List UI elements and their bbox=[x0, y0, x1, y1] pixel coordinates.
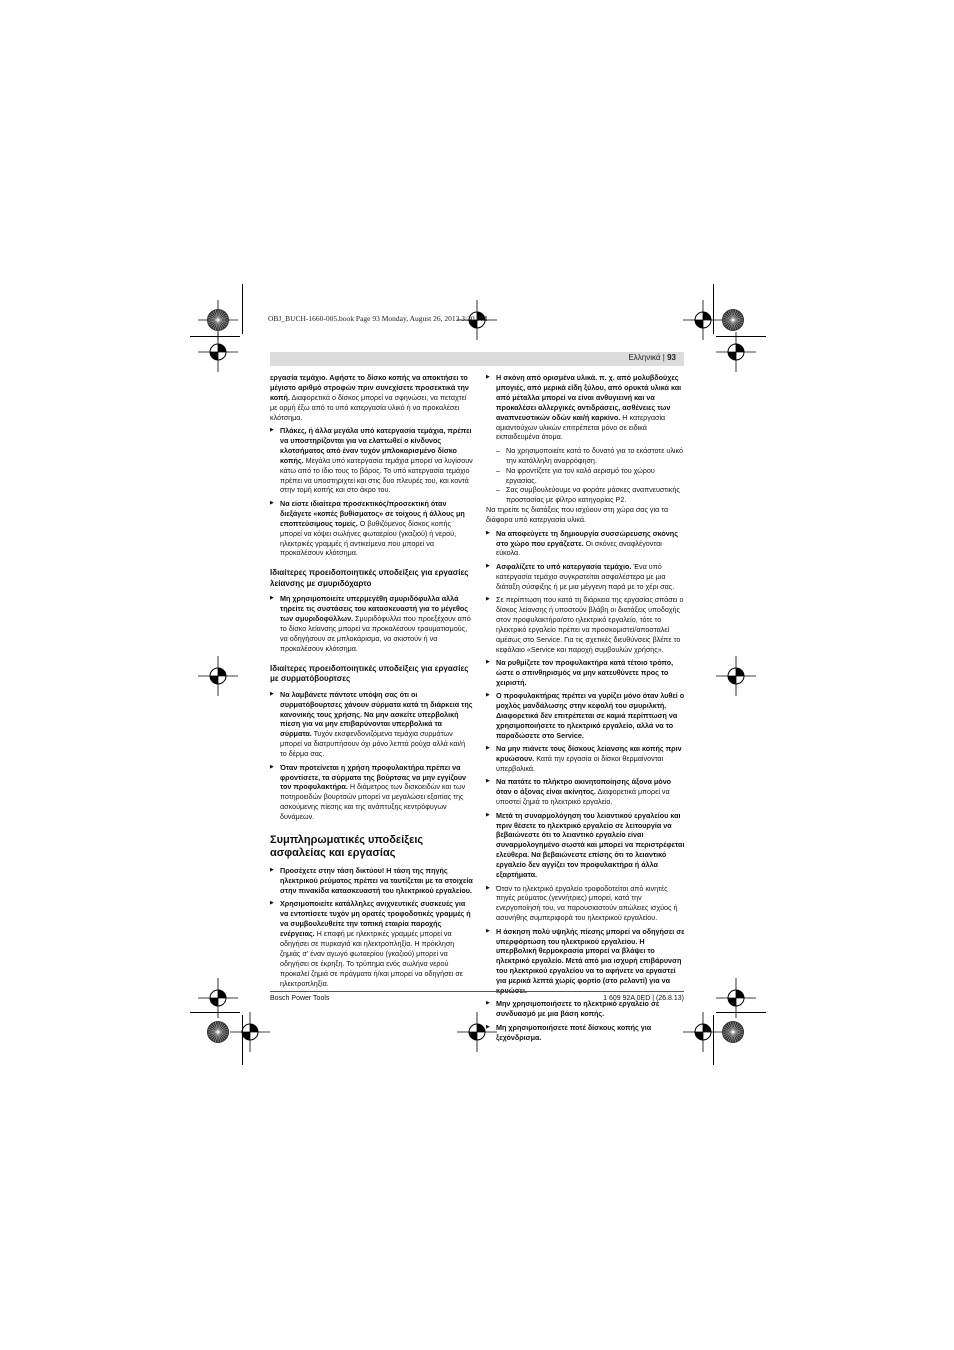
instruction-bold: Να αποφεύγετε τη δημιουργία συσσώρευσης σκόνης στο χώρο που εργάζεστε. bbox=[496, 528, 678, 548]
safety-instruction bbox=[486, 777, 686, 807]
safety-instruction bbox=[270, 866, 473, 896]
crosshair-mark bbox=[198, 656, 238, 696]
safety-instruction bbox=[486, 1023, 686, 1043]
instruction-text: Όταν το ηλεκτρικό εργαλείο τροφοδοτείται από κινητές πηγές ρεύματος (γεννήτριες) μπορεί, κατά την ενεργοποίησή του, να παρουσιαστούν απώλειες ισχύος ή ασυνήθης συμπεριφορά του ηλεκτρικού εργαλείου. bbox=[496, 883, 678, 923]
instruction-bold: Ο προφυλακτήρας πρέπει να γυρίζει μόνο όταν λυθεί ο μοχλός μανδάλωσης στην κεφαλή του σμυριλκτή. Διαφορετικά δεν επιτρέπεται σε καμιά περίπτωση να χρησιμοποιήσετε το ηλεκτρικό εργαλείο, αλλά να το παραδώσετε στο Service. bbox=[496, 691, 685, 740]
instruction-bold: Μην χρησιμοποιήσετε το ηλεκτρικό εργαλείο σε συνδυασμό με μια βάση κοπής. bbox=[496, 999, 660, 1019]
instruction-bold: Όταν προτείνεται η χρήση προφυλακτήρα πρέπει να φροντίσετε, τα σύρματα της βούρτσας να μην εγγίζουν τον προφυλακτήρα. bbox=[280, 762, 467, 792]
safety-instruction bbox=[270, 373, 473, 423]
section-subheading: Ιδιαίτερες προειδοποιητικές υποδείξεις για εργασίες λείανσης με σμυριδόχαρτο bbox=[270, 568, 469, 588]
instruction-bold: Μη χρησιμοποιείτε υπερμεγέθη σμυριδόφυλλα αλλά τηρείτε τις συστάσεις του κατασκευαστή για το μέγεθος των σμυριδοφύλλων. bbox=[280, 594, 469, 624]
right-column bbox=[486, 373, 686, 1046]
footer-rule bbox=[270, 991, 684, 992]
instruction-text: Η κατεργασία αμιαντούχων υλικών επιτρέπεται μόνο σε ειδικά εκπαιδευμένα άτομα. bbox=[496, 412, 666, 442]
safety-instruction bbox=[486, 811, 686, 880]
dash-item: – Σας συμβουλεύουμε να φοράτε μάσκες αναπνευστικής προστασίας με φίλτρο κατηγορίας P2. bbox=[486, 485, 686, 505]
safety-instruction bbox=[486, 884, 686, 924]
instruction-bold: Μετά τη συναρμολόγηση του λειαντικού εργαλείου και πριν θέσετε το ηλεκτρικό εργαλείο σε λειτουργία να βεβαιώνεστε ότι το λειαντικό εργαλείο είναι συναρμολογημένο σωστά και μπορεί να περιστρέφεται ελεύθερα. Να βεβαιώνεστε επίσης ότι το λειαντικό εργαλείο δεν αγγίζει τον προφυλακτήρα ή άλλα εξαρτήματα. bbox=[496, 810, 685, 880]
section-heading: Συμπληρωματικές υποδείξεις ασφαλείας και εργασίας bbox=[270, 834, 424, 860]
crosshair-mark bbox=[198, 332, 238, 372]
instruction-text: Σε περίπτωση που κατά τη διάρκεια της εργασίας σπάσει ο δίσκος λείανσης ή υποστούν βλάβη οι διατάξεις υποδοχής στον προφυλακτήρα/στο ηλεκτρικό εργαλείο, τότε το ηλεκτρικό εργαλείο πρέπει να προσκομιστεί/αποσταλεί αμέσως στο Service. Για τις σχετικές διευθύνσεις βλέπε το κεφάλαιο «Service και παροχή συμβουλών χρήσης». bbox=[496, 595, 684, 654]
safety-instruction bbox=[270, 426, 473, 495]
instruction-bold: Ασφαλίζετε το υπό κατεργασία τεμάχιο. bbox=[496, 561, 632, 571]
instruction-text: Η επαφή με ηλεκτρικές γραμμές μπορεί να οδηγήσει σε πυρκαγιά και ηλεκτροπληξία. Η πρόκληση ζημιάς σ' έναν αγωγό φωταερίου (γκαζιού) μπορεί να οδηγήσει σε έκρηξη. Το τρύπημα ενός σωλήνα νερού προκαλεί ζημιά σε πράγματα ή/και μπορεί να οδηγήσει σε ηλεκτροπληξία. bbox=[280, 928, 463, 988]
safety-instruction bbox=[486, 373, 686, 442]
print-slug: OBJ_BUCH-1660-005.book Page 93 Monday, August 26, 2013 3:30 PM bbox=[268, 314, 488, 323]
header-text: Ελληνικά | 93 bbox=[628, 353, 676, 362]
footer-code: 1 609 92A 0ED | (26.8.13) bbox=[603, 995, 684, 1002]
crosshair-mark bbox=[716, 332, 756, 372]
instruction-text: Σμυριδόφυλλα που προεξέχουν από το δίσκο λείανσης μπορεί να προκαλέσουν τραυματισμούς, να οδηγήσουν σε μπλοκάρισμα, να σκιστούν ή να προκαλέσουν κλότσημα. bbox=[280, 614, 471, 653]
instruction-bold: Μη χρησιμοποιήσετε ποτέ δίσκους κοπής για ξεχόνδρισμα. bbox=[496, 1022, 652, 1042]
instruction-text: Οι σκόνες αναφλέγονται εύκολα. bbox=[496, 538, 662, 558]
page-number: 93 bbox=[667, 353, 676, 362]
dash-item: – Να φροντίζετε για τον καλό αερισμό του χώρου εργασίας. bbox=[486, 466, 686, 486]
instruction-bold: Να μην πιάνετε τους δίσκους λείανσης και κοπής πριν κρυώσουν. bbox=[496, 744, 682, 764]
instruction-text: Ένα υπό κατεργασία τεμάχιο συγκρατείται ασφαλέστερα με μια διάταξη σύσφιξης ή με μια μέγγενη παρά με το χέρι σας. bbox=[496, 561, 675, 591]
instruction-text: Διαφορετικά ο δίσκος μπορεί να σφηνώσει, να πεταχτεί με ορμή έξω από το υπό κατεργασία υλικό ή να προκαλέσει κλότσημα. bbox=[270, 392, 467, 422]
crosshair-mark bbox=[716, 656, 756, 696]
crosshair-mark bbox=[230, 1012, 270, 1052]
registration-disc bbox=[721, 1020, 745, 1044]
safety-instruction bbox=[486, 529, 686, 559]
paragraph: Να τηρείτε τις διατάξεις που ισχύουν στη χώρα σας για τα διάφορα υπό κατεργασία υλικά. bbox=[486, 505, 669, 525]
safety-instruction bbox=[270, 594, 473, 653]
instruction-bold: Να πατάτε το πλήκτρο ακινητοποίησης άξονα μόνο όταν ο άξονας είναι ακίνητος. bbox=[496, 777, 672, 797]
crop-line bbox=[242, 284, 243, 334]
safety-instruction bbox=[486, 927, 686, 996]
crosshair-mark bbox=[683, 1012, 723, 1052]
safety-instruction bbox=[270, 690, 473, 759]
registration-disc bbox=[206, 1020, 230, 1044]
safety-instruction bbox=[486, 999, 686, 1019]
instruction-bold: Η άσκηση πολύ υψηλής πίεσης μπορεί να οδηγήσει σε υπερφόρτωση του ηλεκτρικού εργαλείου. Η υπερβολική θερμοκρασία μπορεί να βλάψει το ηλεκτρικό εργαλείο. Μετά από μια ισχυρή επιβάρυνση του ηλεκτρικού εργαλείου να το αφήνετε να εργαστεί για μερικά λεπτά χωρίς φορτίο (στο ρελαντί) για να bbox=[496, 926, 685, 986]
instruction-bold: Να είστε ιδιαίτερα προσεκτικός/προσεκτική όταν διεξάγετε «κοπές βυθίσματος» σε τοίχους ή άλλους μη εποπτεύσιμους τομείς. bbox=[280, 498, 465, 528]
instruction-bold: Χρησιμοποιείτε κατάλληλες ανιχνευτικές συσκευές για να εντοπίσετε τυχόν μη ορατές τροφοδοτικές γραμμές ή να συμβουλευθείτε την τοπική εταιρία παροχής ενέργειας. bbox=[280, 899, 471, 938]
registration-disc bbox=[721, 308, 745, 332]
safety-instruction bbox=[486, 562, 686, 592]
instruction-bold: Η σκόνη από ορισμένα υλικά. π. χ. από μολυβδούχες μπογιές, από μερικά είδη ξύλου, από ορυκτά υλικά και από μέταλλα μπορεί να είναι ανθυγιεινή και να προκαλέσει αλλεργικές αντιδράσεις, ασθένειες των αναπνευστικών οδών και/ή καρκίνο. bbox=[496, 373, 682, 422]
instruction-bold: Πλάκες, ή άλλα μεγάλα υπό κατεργασία τεμάχια, πρέπει να υποστηρίζονται για να ελαττωθεί ο κίνδυνος κλοτσήματος από έναν τυχόν μπλοκαρισμένο δίσκο κοπής. bbox=[280, 426, 472, 465]
dash-item: – Να χρησιμοποιείτε κατά το δυνατό για το εκάστοτε υλικό την κατάλληλη αναρρόφηση. bbox=[486, 446, 686, 466]
section-subheading: Ιδιαίτερες προειδοποιητικές υποδείξεις για εργασίες με συρματόβουρτσες bbox=[270, 663, 469, 684]
instruction-text: Κατά την εργασία οι δίσκοι θερμαίνονται υπερβολικά. bbox=[496, 754, 664, 774]
safety-instruction bbox=[486, 744, 686, 774]
safety-instruction bbox=[486, 595, 686, 654]
safety-instruction bbox=[486, 691, 686, 741]
instruction-bold: Να λαμβάνετε πάντοτε υπόψη σας ότι οι συρματόβουρτσες χάνουν σύρματα κατά τη διάρκεια της κανονικής τους χρήσης. Να μην ασκείτε υπερβολική πίεση για να μην επιβαρύνονται υπερβολικά τα σύρματα. bbox=[280, 689, 473, 739]
instruction-text: Η διάμετρος των δισκοειδών και των ποτηροειδών βουρτσών μπορεί να μεγαλώσει εξαιτίας της ασκούμενης πίεσης και της ανάπτυξης κεντρόφυγων δυνάμεων. bbox=[280, 782, 466, 822]
header-language: Ελληνικά bbox=[628, 353, 661, 362]
instruction-text: Διαφορετικά μπορεί να υποστεί ζημιά το ηλεκτρικό εργαλείο. bbox=[496, 787, 670, 807]
safety-instruction bbox=[270, 499, 473, 558]
safety-instruction bbox=[270, 899, 473, 988]
instruction-bold: Προσέχετε στην τάση δικτύου! Η τάση της πηγής ηλεκτρικού ρεύματος πρέπει να ταυτίζεται με τα στοιχεία στην πινακίδα κατασκευαστή του ηλεκτρικού εργαλείου. bbox=[280, 866, 473, 895]
instruction-text: Ο βυθιζόμενος δίσκος κοπής μπορεί να κόψει σωλήνες φωταερίου (γκαζιού) ή νερού, ηλεκτρικές γραμμές ή αντικείμενα που μπορεί να προκαλέσουν κλότσημα. bbox=[280, 518, 457, 558]
instruction-bold: Να ρυθμίζετε τον προφυλακτήρα κατά τέτοιο τρόπο, ώστε ο σπινθηρισμός να μην κατευθύνετε προς το χειριστή. bbox=[496, 657, 674, 687]
registration-disc bbox=[206, 308, 230, 332]
instruction-text: Τυχόν εκσφενδονιζόμενα τεμάχια συρμάτων μπορεί να διατρυπήσουν όχι μόνο λεπτά ρούχα αλλά και/ή το δέρμα σας. bbox=[280, 729, 466, 759]
page-header bbox=[270, 352, 684, 366]
left-column bbox=[270, 373, 473, 992]
instruction-bold: εργασία τεμάχιο. Αφήστε το δίσκο κοπής να αποκτήσει το μέγιστο αριθμό στροφών πριν συνεχίσετε προσεκτικά την κοπή. bbox=[270, 373, 469, 402]
footer-brand: Bosch Power Tools bbox=[270, 995, 330, 1002]
instruction-text: Μεγάλα υπό κατεργασία τεμάχια μπορεί να λυγίσουν κάτω από το ίδιο τους το βάρος. Το υπό κατεργασία τεμάχιο πρέπει να υποστηριχτεί και στις δυο πλευρές του, και κοντά στην τομή κοπής και στο άκρο του. bbox=[280, 455, 473, 495]
safety-instruction bbox=[486, 658, 686, 688]
safety-instruction bbox=[270, 763, 473, 822]
